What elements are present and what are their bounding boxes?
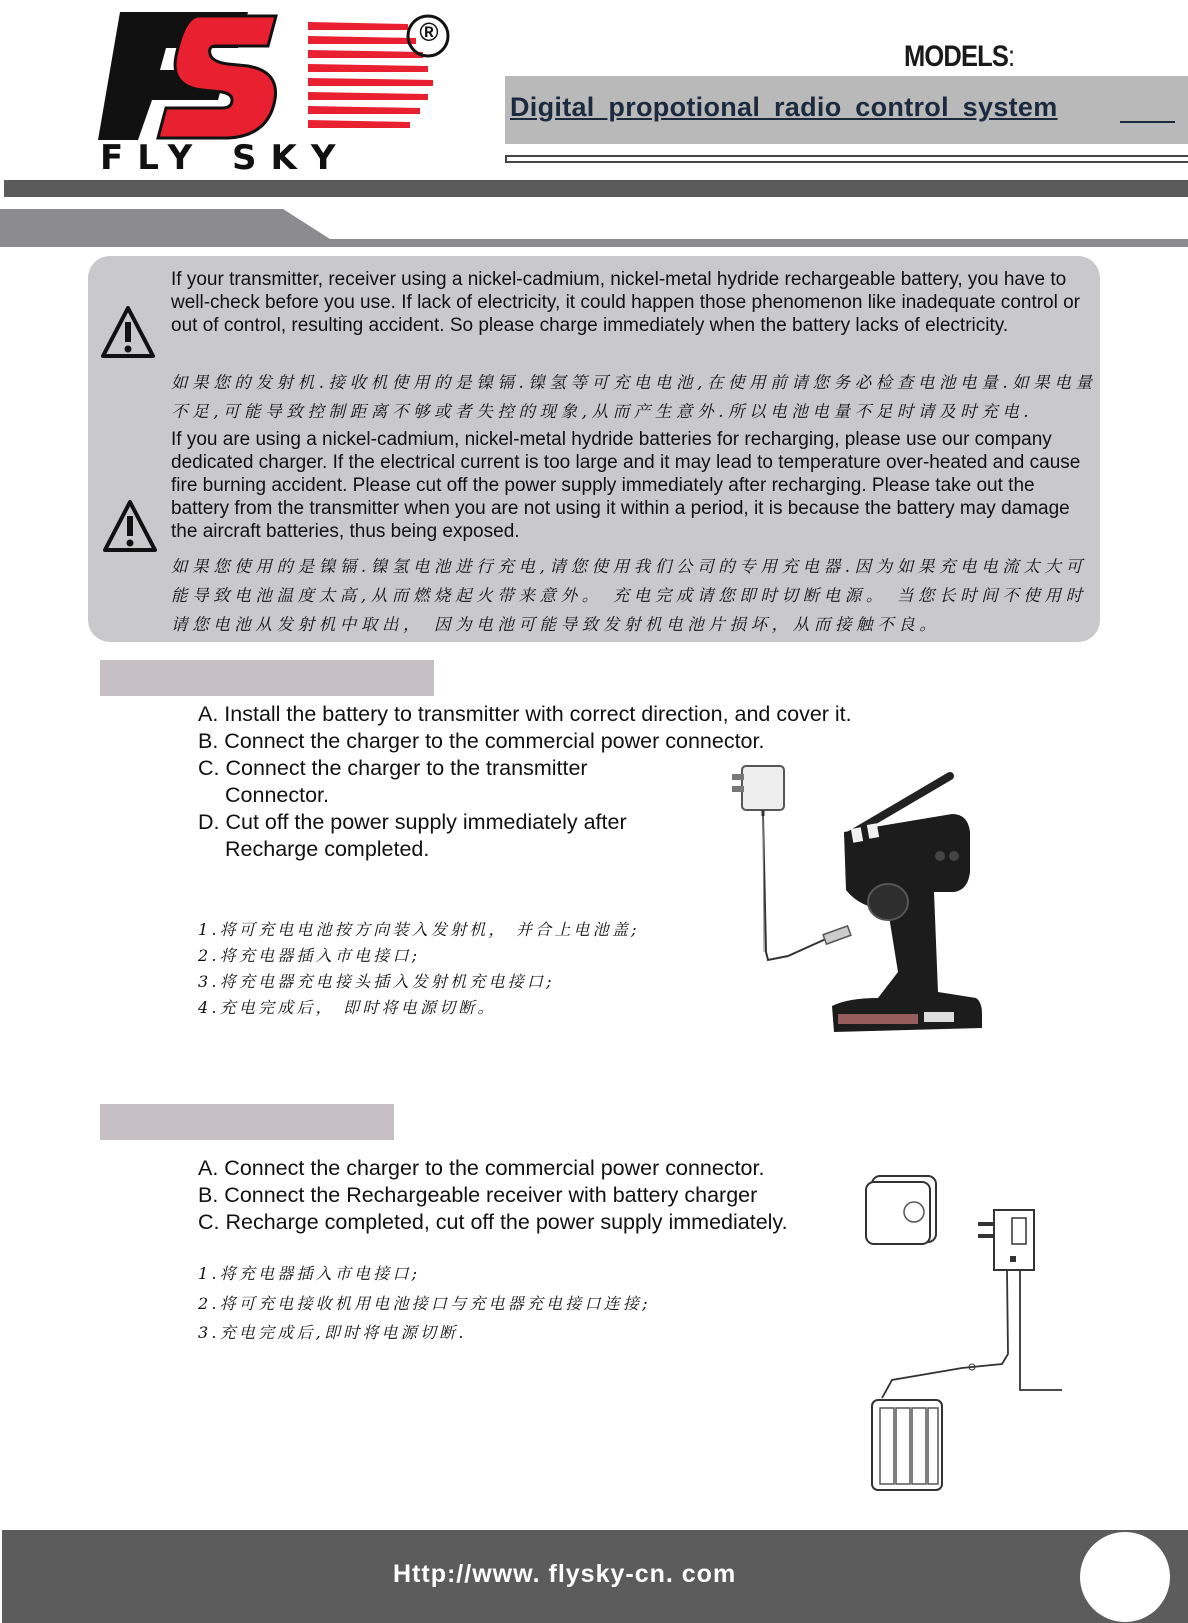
step-text: C. Recharge completed, cut off the power supply immediately. [198, 1210, 788, 1234]
section-tag-transmitter [100, 660, 434, 696]
warning-text-en: If your transmitter, receiver using a nickel-cadmium, nickel-metal hydride rechargeable battery, you have to well-check before you use. If lack of electricity, it could happen those phenomenon like inadequate control or out of control, resulting accident. So please charge immediately when the battery lacks of electricity. [171, 269, 1081, 336]
step-text: D. Cut off the power supply immediately after [198, 810, 627, 834]
warning-triangle-icon [100, 304, 156, 360]
step-text-zh: 3.充电完成后,即时将电源切断. [198, 1323, 467, 1342]
section-tag-receiver [100, 1104, 394, 1140]
step-text-zh: 4.充电完成后， 即时将电源切断。 [198, 998, 497, 1017]
section-tab-banner [0, 209, 1188, 249]
step-text: Recharge completed. [225, 837, 430, 861]
logo-brand-text: FLY SKY [100, 138, 350, 178]
warning-text-en: If you are using a nickel-cadmium, nickel-metal hydride batteries for recharging, please use our company dedicated charger. If the electrical current is too large and it may lead to temperature over-heated and cause fire burning accident. Please cut off the power supply immediately after recharging. Please take out the battery from the transmitter when you are not using it within a period, it is because the battery may damage the aircraft batteries, thus being exposed. [171, 429, 1081, 542]
step-text-zh: 1.将充电器插入市电接口; [198, 1264, 421, 1283]
page-title: Digital propotional radio control system [510, 92, 1058, 122]
step-text: B. Connect the charger to the commercial power connector. [198, 729, 765, 753]
warning-text-zh: 如果您的发射机.接收机使用的是镍镉.镍氢等可充电电池,在使用前请您务必检查电池电量.如果电量不足,可能导致控制距离不够或者失控的现象,从而产生意外.所以电池电量不足时请及时充电. [171, 373, 1097, 421]
step-text: B. Connect the Rechargeable receiver with battery charger [198, 1183, 758, 1207]
step-text: A. Install the battery to transmitter with correct direction, and cover it. [198, 702, 852, 726]
warning-triangle-icon [102, 498, 158, 554]
step-text-zh: 2.将充电器插入市电接口; [198, 946, 421, 965]
step-text-zh: 2.将可充电接收机用电池接口与充电器充电接口连接; [198, 1294, 651, 1313]
step-text: C. Connect the charger to the transmitter [198, 756, 588, 780]
registered-symbol: ® [419, 17, 439, 47]
step-text: Connector. [225, 783, 329, 807]
step-text-zh: 1.将可充电电池按方向装入发射机， 并合上电池盖; [198, 920, 640, 939]
receiver-battery-charger-illustration [862, 1168, 1082, 1520]
header-rule [4, 180, 1188, 197]
footer-website-link[interactable]: Http://www. flysky-cn. com [393, 1560, 737, 1588]
page-number-circle [1080, 1532, 1170, 1622]
models-label: MODELS: [904, 40, 1015, 73]
warning-text-zh: 如果您使用的是镍镉.镍氢电池进行充电,请您使用我们公司的专用充电器.因为如果充电电流太大可能导致电池温度太高,从而燃烧起火带来意外。 充电完成请您即时切断电源。 当您长时间不使用时请您电池从发射机中取出， 因为电池可能导致发射机电池片损坏，从而接触不良。 [171, 557, 1087, 634]
transmitter-with-charger-illustration [728, 752, 1010, 1036]
step-text: A. Connect the charger to the commercial power connector. [198, 1156, 765, 1180]
title-frame [505, 155, 1188, 163]
title-underline [1120, 121, 1175, 123]
step-text-zh: 3.将充电器充电接头插入发射机充电接口; [198, 972, 555, 991]
